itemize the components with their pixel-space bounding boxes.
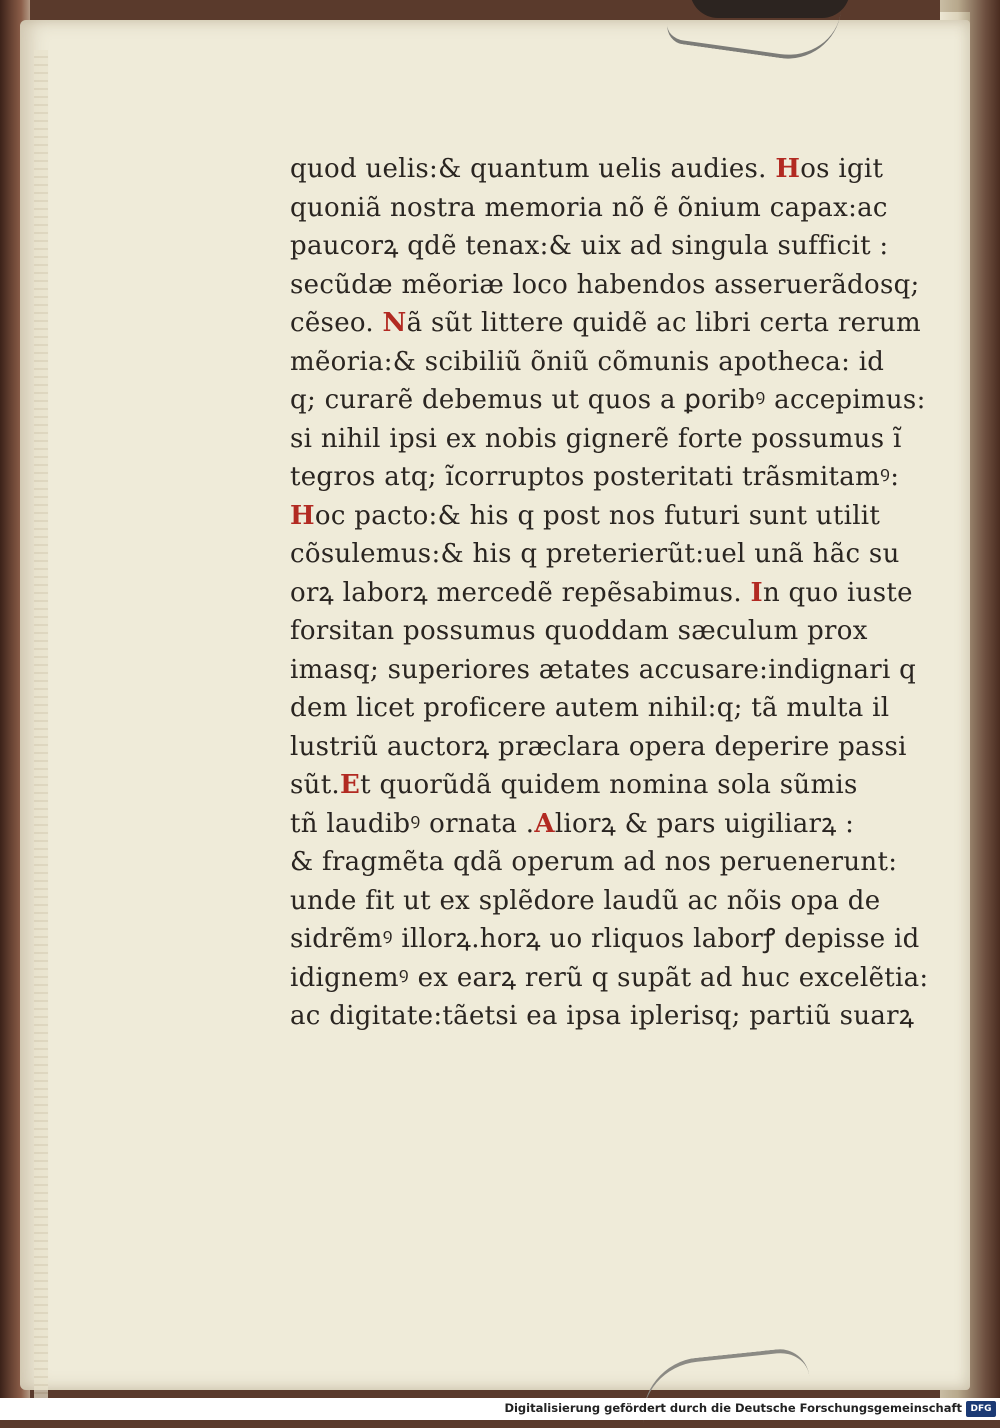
line-16-text: lustriũ auctorꝝ præclara opera deperire passi [290, 731, 907, 762]
line-18-text: tñ laudibꝰ ornata . [290, 808, 535, 839]
text-line-18 [290, 805, 870, 844]
footer-credit: Digitalisierung gefördert durch die Deutsche Forschungsgemeinschaft [504, 1401, 962, 1415]
line-1-tail: os igit [800, 154, 884, 184]
line-7-text: q; curarẽ debemus ut quos a ꝑoribꝰ accepimus: [290, 385, 926, 415]
line-8-text: si nihil ipsi ex nobis gignerẽ forte possumus ĩ [290, 423, 902, 454]
line-21-text: sidrẽmꝰ illorꝝ.horꝝ uo rliquos laborꝭ depisse id [290, 924, 920, 954]
text-line-14 [290, 651, 917, 690]
text-line-17 [290, 766, 870, 805]
line-20-text: unde fit ut ex splẽdore laudũ ac nõis opa de [290, 885, 881, 916]
text-line-6 [290, 343, 885, 382]
leaf-edges [34, 50, 48, 1400]
text-line-8 [290, 420, 902, 459]
line-2-text: quoniã nostra memoria nõ ẽ õnium capax:ac [290, 192, 888, 223]
text-line-20 [290, 882, 881, 921]
line-17-tail: t quorũdã quidem nomina sola sũmis [360, 770, 858, 800]
text-line-2 [290, 189, 888, 228]
text-line-10 [290, 497, 881, 536]
text-line-4 [290, 266, 920, 305]
line-6-text: mẽoria:& scibiliũ õniũ cõmunis apotheca: id [290, 346, 885, 377]
text-line-3 [290, 227, 889, 266]
line-4-text: secũdæ mẽoriæ loco habendos asseruerãdosq; [290, 269, 920, 300]
text-line-19 [290, 843, 898, 882]
text-line-23 [290, 997, 915, 1036]
line-1-text: quod uelis:& quantum uelis audies. [290, 154, 767, 184]
line-3-text: paucorꝝ qdẽ tenax:& uix ad singula sufficit : [290, 231, 889, 261]
line-5-tail: ã sũt littere quidẽ ac libri certa rerum [406, 308, 922, 338]
line-12-tail: n quo iuste [762, 577, 913, 608]
text-line-1 [290, 150, 884, 189]
text-line-16 [290, 728, 907, 767]
rubricated-initial: I [750, 577, 763, 608]
rubricated-initial: E [340, 770, 361, 800]
line-18-tail: liorꝝ & pars uigiliarꝝ : [554, 808, 855, 839]
dfg-logo-icon: DFG [966, 1401, 996, 1417]
rubricated-initial: H [775, 154, 801, 184]
line-10-text: oc pacto:& his q post nos futuri sunt utilit [314, 500, 881, 531]
text-line-13 [290, 612, 870, 651]
line-11-text: cõsulemus:& his q preterierũt:uel unã hãc su [290, 539, 900, 569]
line-15-text: dem licet proficere autem nihil:q; tã multa il [290, 693, 890, 723]
line-5-text: cẽseo. [290, 308, 374, 338]
line-17-text: sũt. [290, 770, 341, 800]
text-line-5 [290, 304, 922, 343]
text-line-12 [290, 574, 913, 613]
rubricated-initial: A [534, 808, 555, 839]
line-12-text: orꝝ laborꝝ mercedẽ repẽsabimus. [290, 577, 742, 608]
line-14-text: imasq; superiores ætates accusare:indignari q [290, 654, 917, 685]
text-line-21 [290, 920, 920, 959]
text-line-22 [290, 959, 929, 998]
text-line-15 [290, 689, 890, 728]
text-line-9 [290, 458, 900, 497]
line-23-text: ac digitate:tãetsi ea ipsa iplerisq; partiũ suarꝝ [290, 1001, 915, 1031]
line-22-text: idignemꝰ ex earꝝ rerũ q supãt ad huc excelẽtia: [290, 962, 929, 993]
text-line-11 [290, 535, 900, 574]
incunable-text-block [290, 150, 929, 1036]
text-line-7 [290, 381, 926, 420]
line-19-text: & fragmẽta qdã operum ad nos peruenerunt: [290, 847, 898, 877]
line-9-text: tegros atq; ĩcorruptos posteritati trãsmitamꝰ: [290, 462, 900, 492]
digitization-footer [0, 1398, 1000, 1420]
rubricated-initial: N [382, 308, 407, 338]
rubricated-initial: H [290, 500, 315, 531]
line-13-text: forsitan possumus quoddam sæculum prox [290, 616, 868, 646]
